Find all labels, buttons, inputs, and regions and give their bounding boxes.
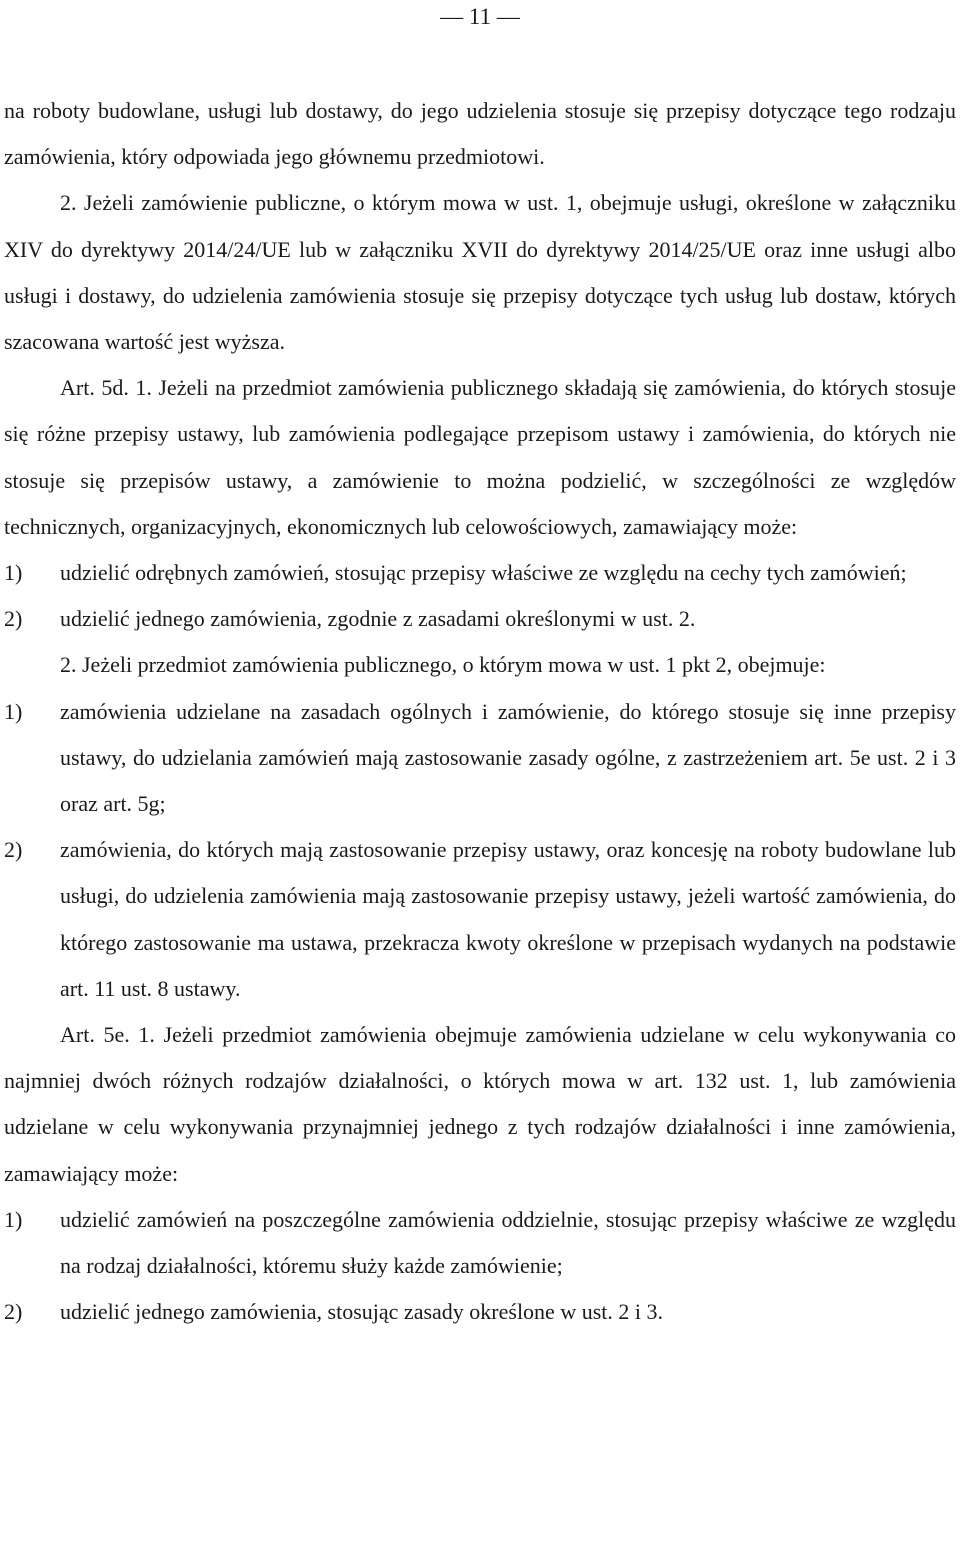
list-item <box>4 1289 956 1335</box>
list-item <box>4 596 956 642</box>
list-item <box>4 550 956 596</box>
paragraph-continuation: na roboty budowlane, usługi lub dostawy, do jego udzielenia stosuje się przepisy dotyczące tego rodzaju zamówienia, który odpowiada jego głównemu przedmiotowi. <box>4 98 956 170</box>
list-item-text: udzielić jednego zamówienia, zgodnie z zasadami określonymi w ust. 2. <box>60 606 696 632</box>
list-item-number: 2) <box>4 606 23 632</box>
list-item <box>4 1197 956 1289</box>
page-number: — 11 — <box>440 4 520 29</box>
list-item-text: udzielić jednego zamówienia, stosując zasady określone w ust. 2 i 3. <box>60 1299 663 1325</box>
paragraph-ust-2: 2. Jeżeli zamówienie publiczne, o którym mowa w ust. 1, obejmuje usługi, określone w załączniku XIV do dyrektywy 2014/24/UE lub w załączniku XVII do dyrektywy 2014/25/UE oraz inne usługi albo usługi i dostawy, do udzielenia zamówienia stosuje się przepisy dotyczące tych usług lub dostaw, których szacowana wartość jest wyższa. <box>4 190 956 355</box>
list-item <box>4 689 956 828</box>
list-item-number: 2) <box>4 1299 23 1325</box>
list-item-text: zamówienia, do których mają zastosowanie przepisy ustawy, oraz koncesję na roboty budowlane lub usługi, do udzielenia zamówienia mają zastosowanie przepisy ustawy, jeżeli wartość zamówienia, do którego zastosowanie ma ustawa, przekracza kwoty określone w przepisach wydanych na podstawie art. 11 ust. 8 ustawy. <box>60 837 956 1001</box>
list-item-text: udzielić zamówień na poszczególne zamówienia oddzielnie, stosując przepisy właściwe ze względu na rodzaj działalności, któremu służy każde zamówienie; <box>60 1206 956 1279</box>
list-item-number: 2) <box>4 837 23 863</box>
list-item-text: udzielić odrębnych zamówień, stosując przepisy właściwe ze względu na cechy tych zamówień; <box>60 560 907 586</box>
list-item-number: 1) <box>4 560 23 586</box>
list-item-text: zamówienia udzielane na zasadach ogólnych i zamówienie, do którego stosuje się inne przepisy ustawy, do udzielania zamówień mają zastosowanie zasady ogólne, z zastrzeżeniem art. 5e ust. 2 i 3 oraz art. 5g; <box>60 698 956 817</box>
list-item-number: 1) <box>4 698 23 724</box>
document-body <box>4 88 956 1335</box>
paragraph-art-5e: Art. 5e. 1. Jeżeli przedmiot zamówienia obejmuje zamówienia udzielane w celu wykonywania co najmniej dwóch różnych rodzajów działalności, o których mowa w art. 132 ust. 1, lub zamówienia udzielane w celu wykonywania przynajmniej jednego z tych rodzajów działalności i inne zamówienia, zamawiający może: <box>4 1022 956 1186</box>
paragraph-art-5d: Art. 5d. 1. Jeżeli na przedmiot zamówienia publicznego składają się zamówienia, do których stosuje się różne przepisy ustawy, lub zamówienia podlegające przepisom ustawy i zamówienia, do których nie stosuje się przepisów ustawy, a zamówienie to można podzielić, w szczególności ze względów technicznych, organizacyjnych, ekonomicznych lub celowościowych, zamawiający może: <box>4 375 956 539</box>
paragraph-art-5d-ust-2: 2. Jeżeli przedmiot zamówienia publicznego, o którym mowa w ust. 1 pkt 2, obejmuje: <box>60 652 826 678</box>
list-item <box>4 827 956 1012</box>
list-item-number: 1) <box>4 1206 23 1232</box>
